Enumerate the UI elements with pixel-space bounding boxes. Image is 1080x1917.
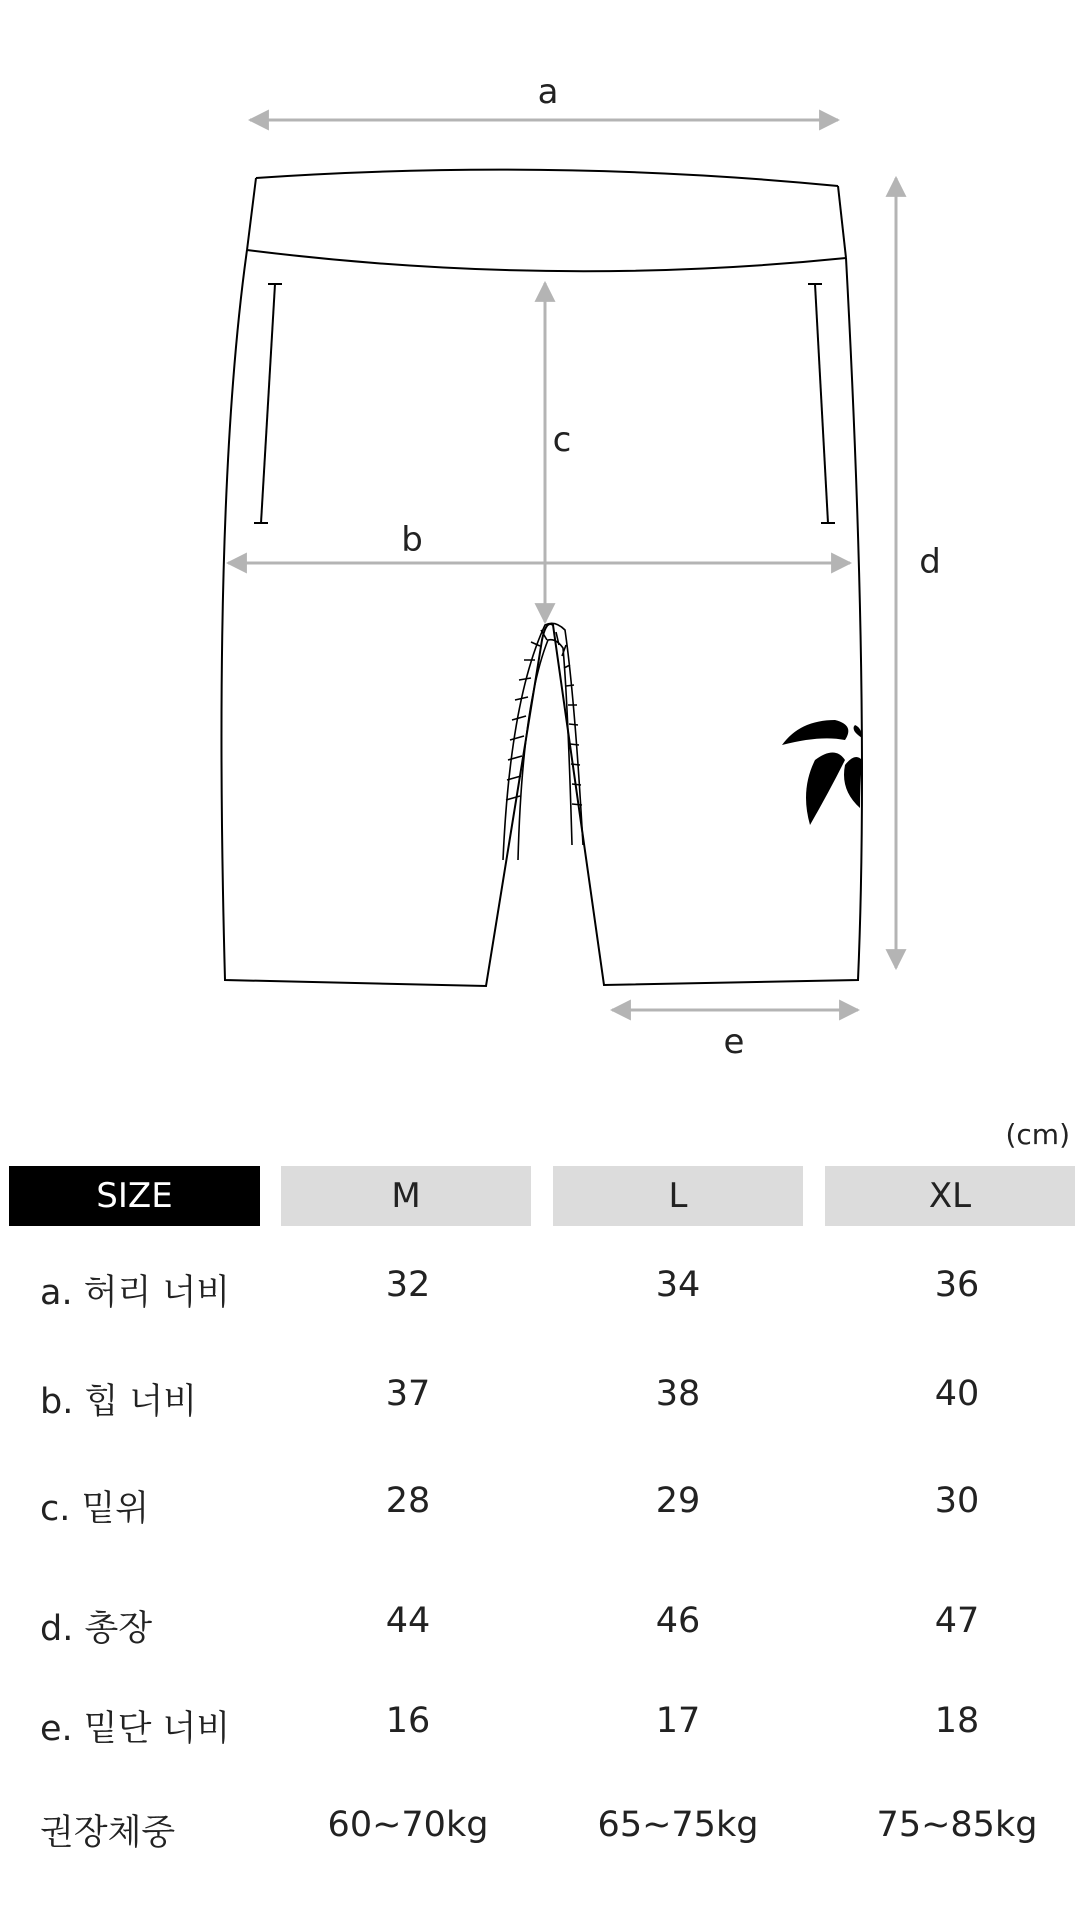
dimension-arrows xyxy=(228,120,896,1010)
cell-rise-m: 28 xyxy=(385,1481,431,1521)
cell-hip-xl: 40 xyxy=(934,1374,980,1414)
cell-waist-l: 34 xyxy=(655,1265,701,1305)
label-d: d xyxy=(919,542,941,582)
column-header-l: L xyxy=(553,1166,803,1226)
crotch-seam xyxy=(503,623,583,860)
cell-waist-xl: 36 xyxy=(934,1265,980,1305)
cell-rise-xl: 30 xyxy=(934,1481,980,1521)
row-label-length: d. 총장 xyxy=(40,1609,153,1649)
leaf-logo-icon xyxy=(782,720,862,825)
cell-hem-l: 17 xyxy=(655,1701,701,1741)
cell-weight-xl: 75~85kg xyxy=(876,1805,1038,1845)
cell-rise-l: 29 xyxy=(655,1481,701,1521)
unit-label: (cm) xyxy=(1005,1118,1070,1151)
row-label-weight: 권장체중 xyxy=(40,1813,176,1853)
cell-length-l: 46 xyxy=(655,1601,701,1641)
cell-weight-l: 65~75kg xyxy=(597,1805,759,1845)
row-label-hip: b. 힙 너비 xyxy=(40,1382,198,1422)
cell-length-m: 44 xyxy=(385,1601,431,1641)
cell-hem-m: 16 xyxy=(385,1701,431,1741)
row-label-hem: e. 밑단 너비 xyxy=(40,1709,231,1749)
column-header-m: M xyxy=(281,1166,531,1226)
cell-weight-m: 60~70kg xyxy=(327,1805,489,1845)
cell-length-xl: 47 xyxy=(934,1601,980,1641)
row-label-waist: a. 허리 너비 xyxy=(40,1273,231,1313)
size-header: SIZE xyxy=(9,1166,260,1226)
cell-hip-m: 37 xyxy=(385,1374,431,1414)
label-c: c xyxy=(552,420,572,460)
label-b: b xyxy=(401,520,423,560)
shorts-outline xyxy=(221,170,862,986)
cell-hip-l: 38 xyxy=(655,1374,701,1414)
label-a: a xyxy=(537,72,559,112)
cell-hem-xl: 18 xyxy=(934,1701,980,1741)
row-label-rise: c. 밑위 xyxy=(40,1489,150,1529)
column-header-xl: XL xyxy=(825,1166,1075,1226)
cell-waist-m: 32 xyxy=(385,1265,431,1305)
label-e: e xyxy=(723,1022,745,1062)
